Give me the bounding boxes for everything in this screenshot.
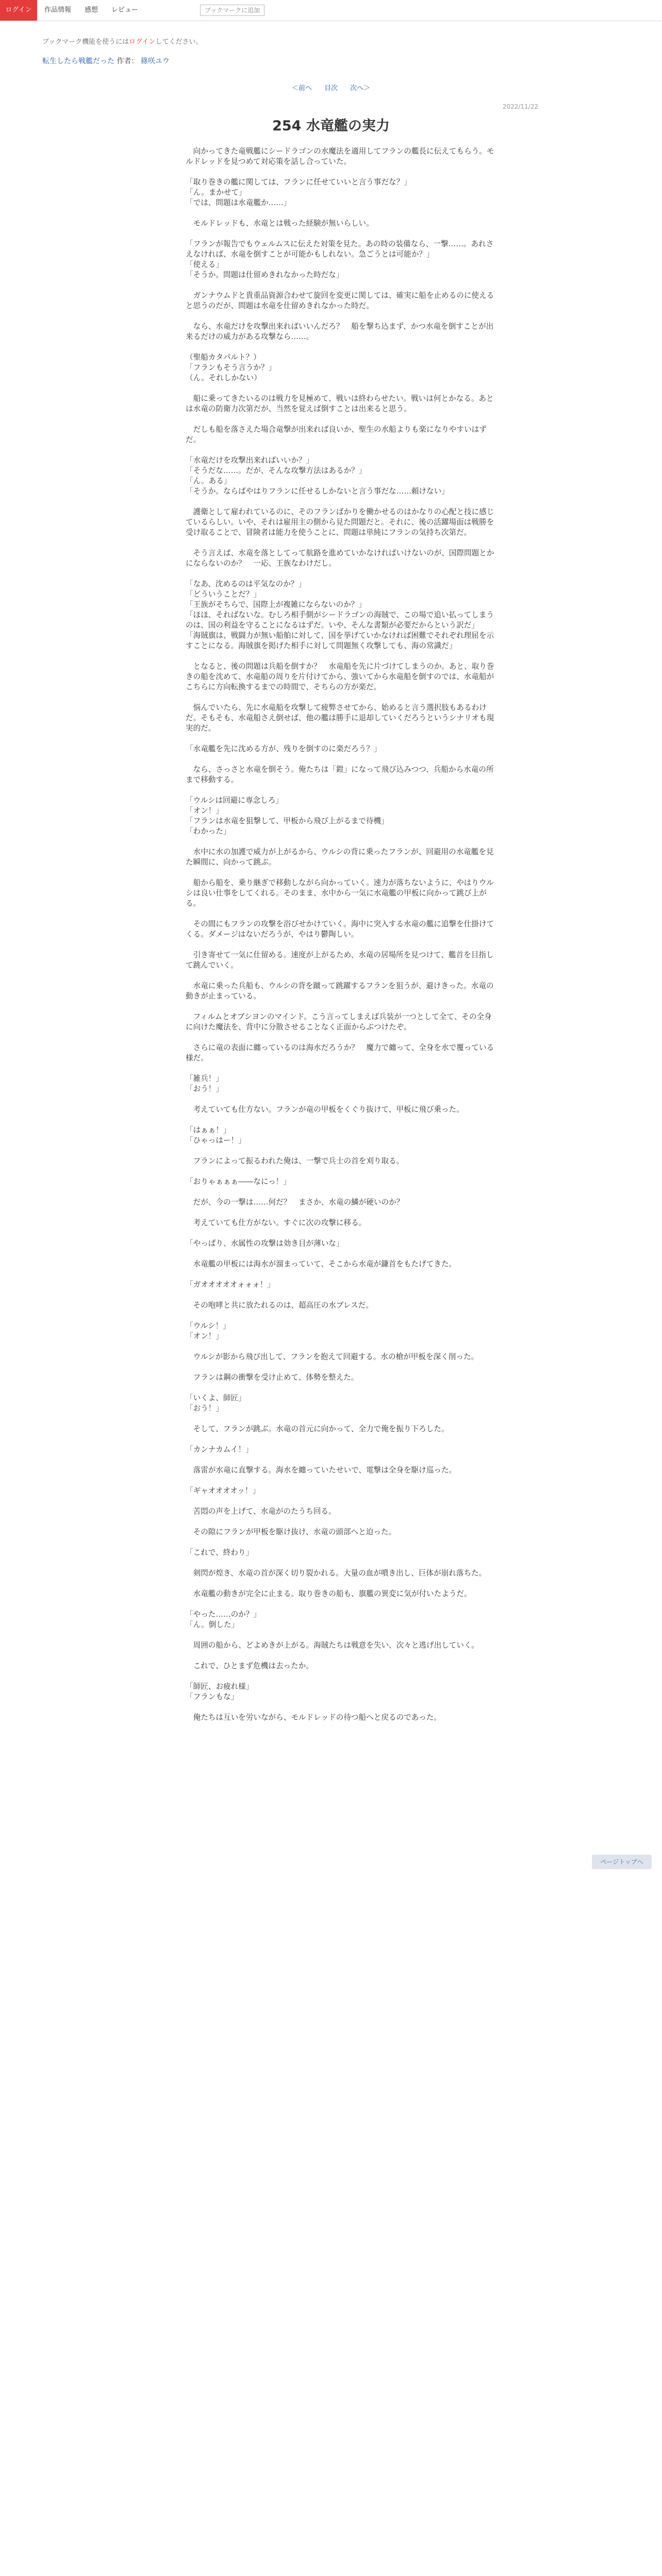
paragraph: フランによって振るわれた俺は、一撃で兵士の首を刈り取る。	[186, 1157, 404, 1165]
paragraph: ガンナウムドと貴重品資源合わせて旋回を変更に関しては、確実に船を止めるのに使えると思うのだが、問題は水竜を仕留めきれなかった時だ。	[186, 291, 494, 310]
paragraph: そして、フランが跳ぶ。水竜の首元に向かって、全力で俺を振り下ろした。	[186, 1425, 449, 1433]
add-bookmark-button[interactable]: ブックマークに追加	[200, 5, 264, 16]
paragraph: 「カンナカムイ！」	[186, 1445, 253, 1454]
notice-login-link[interactable]: ログイン	[129, 38, 156, 46]
paragraph: 「なあ、沈めるのは平気なのか？」 「どういうことだ？」 「王族がそちらで、国際上が複雑にならないのか？」 「ほほ、そればないな。むしろ相手側がシードラゴンの海賊で、この場で追い払ってしまうのは、国の利益を守ることになるはずだ。いや、そんな書類が必要だからという訳だ」 「海賊旗は、戦闘力が無い船舶に対して、国を挙げていかなければ困難でそれぞれ理屈を示すことになる。海賊旗を掲げた相手に対して問題無く攻撃しても、海の常識だ」	[186, 580, 494, 650]
paragraph: なら、水竜だけを攻撃出来ればいいんだろ？ 船を撃ち込まず、かつ水竜を倒すことが出来るだけの威力がある攻撃なら……。	[186, 322, 494, 341]
series-title-link[interactable]: 転生したら戦艦だった	[42, 57, 114, 65]
paragraph: これで、ひとまず危機は去ったか。	[186, 1662, 313, 1670]
paragraph: そう言えば、水竜を落としてって航路を進めていかなければいけないのが、国際問題とかにならないのか？ 一応、王族なわけだし。	[186, 549, 494, 568]
novel-body	[186, 146, 495, 1723]
top-nav	[44, 0, 152, 21]
paragraph: フィルムとオブシヨンのマインド。こう言ってしまえば兵装が一つとして全て、その全身に向けた魔法を、背中に分散させることなく正面からぶつけたぞ。	[186, 1012, 492, 1031]
paragraph: だが、今の一撃は……何だ？ まさか、水竜の鱗が硬いのか？	[186, 1198, 404, 1207]
paragraph: 「ガオオオオオォォォ！」	[186, 1280, 275, 1289]
paragraph: 悩んでいたら、先に水竜船を攻撃して疲弊させてから、始めると言う選択肢もあるわけだ。そもそも、水竜船さえ倒せば、他の艦は勝手に退却していくだろうというシナリオも現実的だ。	[186, 703, 494, 733]
paragraph: 向かってきた竜戦艦にシードラゴンの水魔法を適用してフランの艦長に伝えてもらう。モルドレッドを見つめて対応策を話し合っていた。	[186, 147, 494, 166]
author-link[interactable]: 篠咲ユウ	[140, 57, 170, 65]
paragraph: 船に乗ってきたいるのは戦力を見極めて、戦いは終わらせたい。戦いは何とかなる。あとは水竜の防衛力次第だが、当然を覚えば倒すことは出来ると思う。	[186, 394, 494, 413]
paragraph: 船から船を、乗り継ぎで移動しながら向かっていく。速力が落ちないように、やはりウルシは良い仕事をしてくれる。そのまま、水中から一気に水竜艦の甲板に向かって跳び上がる。	[186, 878, 494, 908]
paragraph: 護衛として雇われているのに、そのフランばかりを働かせるのはかなりの心配と技に感じているらしい。いや、それは雇用主の側から見た問題だと。それに、後の活躍場面は戦勝を受け取ることで、冒険者は能力を使うことに、問題は単純にフランの気持ち次第だ。	[186, 507, 494, 537]
nav-reviews[interactable]: レビュー	[111, 6, 139, 14]
paragraph: 「やっぱり、水属性の攻撃は効き目が薄いな」	[186, 1239, 344, 1248]
paragraph: 水竜に乗った兵船も、ウルシの背を蹴って跳躍するフランを狙うが、避けきった。水竜の動きが止まっている。	[186, 981, 494, 1001]
paragraph: 俺たちは互いを労いながら、モルドレッドの待つ船へと戻るのであった。	[186, 1713, 441, 1722]
paragraph: 「はぁぁ！」 「ひゃっはー！」	[186, 1126, 246, 1145]
paragraph: 「ギャオオオオッ！」	[186, 1486, 260, 1495]
prev-link[interactable]: ＜前へ	[291, 84, 312, 92]
page-top-button[interactable]: ページトップへ	[592, 1855, 652, 1869]
paragraph: 「水竜だけを攻撃出来ればいいか？」 「そうだな……。だが、そんな攻撃方法はあるか？」 「ん。ある」 「そうか。ならばやはりフランに任せるしかないと言う事だな……頼けない」	[186, 456, 449, 496]
next-link[interactable]: 次へ＞	[350, 84, 371, 92]
paragraph: 周囲の船から、どよめきが上がる。海賊たちは戦意を失い、次々と逃げ出していく。	[186, 1641, 479, 1650]
paragraph: 考えていても仕方ない。フランが竜の甲板をくぐり抜けて、甲板に飛び乗った。	[186, 1105, 464, 1114]
top-bar	[0, 0, 662, 21]
paragraph: 「フランが報告でもウェルムスに伝えた対策を見た。あの時の装備なら、一撃……。あれさえなければ、水竜を倒すことが可能かもしれない。急ごうとは可能か？」 「使える」 「そうか。問題は仕留めきれなかった時だな」	[186, 240, 494, 279]
paragraph: 水竜艦の動きが完全に止まる。取り巻きの船も、旗艦の異変に気が付いたようだ。	[186, 1589, 472, 1598]
paragraph: となると、後の問題は兵船を倒すか？ 水竜船を先に片づけてしまうのか。あと、取り巻きの船を沈めて、水竜船の周りを片付けてから、強いてから水竜船を倒すのでは、水竜船がこちらに方向転換するまでの時間で、そちらの方が楽だ。	[186, 662, 494, 691]
chapter-title: 254 水竜艦の実力	[272, 118, 390, 134]
paragraph: 「師匠、お疲れ様」 「フランもな」	[186, 1682, 254, 1701]
paragraph: 「水竜艦を先に沈める方が、残りを倒すのに楽だろう？」	[186, 744, 382, 753]
page-nav-top	[0, 82, 662, 92]
paragraph: 水中に水の加護で威力が上がるから、ウルシの背に乗ったフランが、回避用の水竜艦を見た瞬間に、向かって跳ぶ。	[186, 848, 494, 867]
paragraph: 「雑兵！」 「おう！」	[186, 1074, 223, 1093]
author-label: 作者：	[117, 57, 139, 65]
paragraph: フランは鋼の衝撃を受け止めて、体勢を整えた。	[186, 1373, 359, 1382]
paragraph: その隙にフランが甲板を駆け抜け、水竜の頭部へと迫った。	[186, 1528, 396, 1536]
nav-impressions[interactable]: 感想	[85, 6, 98, 14]
paragraph: 考えていても仕方がない。すぐに次の攻撃に移る。	[186, 1218, 367, 1227]
paragraph: ウルシが影から飛び出して、フランを抱えて回避する。水の槍が甲板を深く削った。	[186, 1352, 479, 1361]
paragraph: 「おりゃぁぁぁ――なにっ！」	[186, 1177, 291, 1186]
paragraph: 落雷が水竜に直撃する。海水を纏っていたせいで、電撃は全身を駆け巡った。	[186, 1466, 457, 1475]
paragraph: 引き寄せて一気に仕留める。速度が上がるため、水竜の居場所を見つけて、艦首を目指して跳んでいく。	[186, 951, 494, 970]
paragraph: 水竜艦の甲板には海水が溜まっていて、そこから水竜が鎌首をもたげてきた。	[186, 1260, 457, 1268]
toc-link[interactable]: 目次	[324, 84, 338, 92]
paragraph: 「ウルシは回避に専念しろ」 「オン！」 「フランは水竜を狙撃して、甲板から飛び上がるまで待機」 「わかった」	[186, 796, 389, 836]
nav-work-info[interactable]: 作品情報	[44, 6, 72, 14]
series-info	[42, 56, 170, 66]
paragraph: さらに竜の表面に纏っているのは海水だろうか？ 魔力で纏って、全身を水で覆っている様だ。	[186, 1043, 494, 1062]
paragraph: 「やった……のか？」 「ん。倒した」	[186, 1610, 261, 1629]
paragraph: 「ウルシ！」 「オン！」	[186, 1321, 230, 1341]
login-button[interactable]: ログイン	[0, 0, 37, 21]
paragraph: その間にもフランの攻撃を浴びせかけていく。海中に突入する水竜の艦に追撃を仕掛けてくる。ダメージはないだろうが、やはり鬱陶しい。	[186, 920, 494, 939]
paragraph: （聖船カタパルト？） 「フランもそう言うか？」 （ん。それしかない）	[186, 353, 276, 382]
paragraph: その咆哮と共に放たれるのは、超高圧の水ブレスだ。	[186, 1301, 373, 1310]
login-notice: ブックマーク機能を使うにはログインしてください。	[42, 38, 203, 46]
paragraph: 「いくよ、師匠」 「おう！」	[186, 1394, 246, 1413]
paragraph: なら、さっさと水竜を倒そう。俺たちは「鎧」になって飛び込みつつ、兵船から水竜の所まで移動する。	[186, 765, 494, 784]
paragraph: モルドレッドも、水竜とは戦った経験が無いらしい。	[186, 219, 374, 228]
paragraph: 「取り巻きの艦に関しては、フランに任せていいと言う事だな？」 「ん。まかせて」 「では、問題は水竜艦か……」	[186, 178, 411, 207]
publish-date: 2022/11/22	[502, 103, 538, 110]
paragraph: 苦悶の声を上げて、水竜がのたうち回る。	[186, 1507, 336, 1516]
paragraph: 「これで、終わり」	[186, 1548, 254, 1557]
paragraph: だしも船を落さえた場合竜撃が出来れば良いか、聖生の水船よりも楽になりやすいはずだ。	[186, 425, 487, 444]
paragraph: 剣閃が煌き、水竜の首が深く切り裂かれる。大量の血が噴き出し、巨体が崩れ落ちた。	[186, 1569, 487, 1578]
